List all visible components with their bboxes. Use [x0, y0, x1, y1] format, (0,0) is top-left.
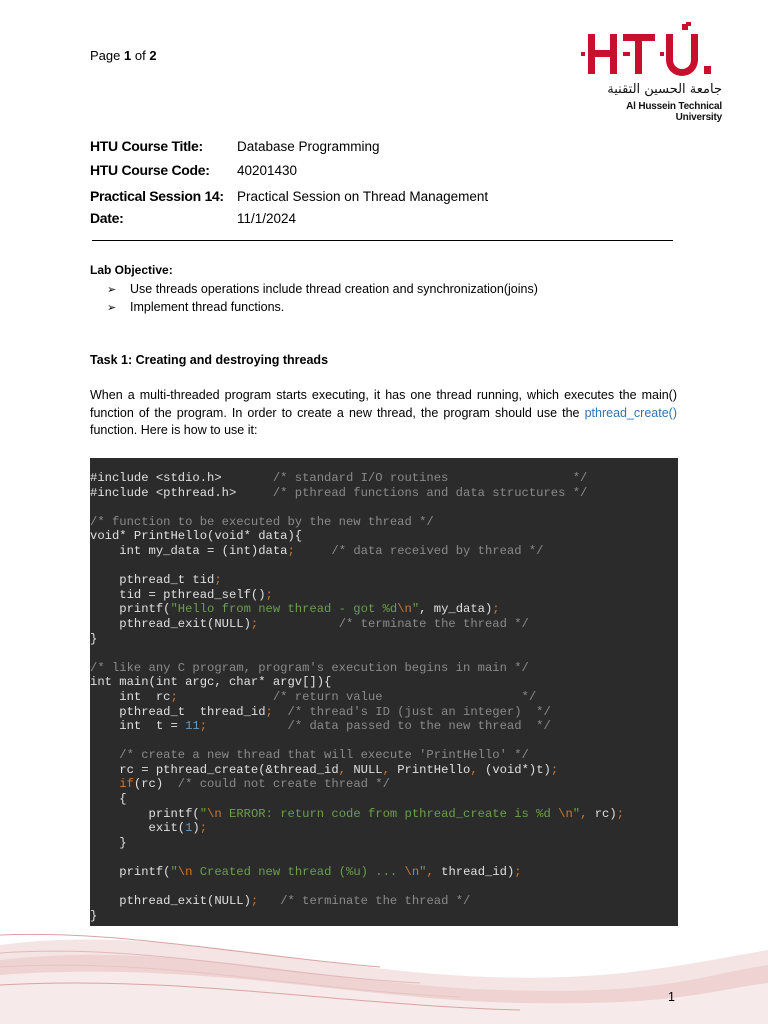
code-token: /* create a new thread that will execute 'PrintHello' */: [90, 748, 529, 763]
code-line: [90, 661, 624, 676]
code-token: }: [90, 835, 127, 850]
code-token: ,: [382, 762, 390, 777]
code-token: /* terminate the thread */: [338, 616, 529, 631]
code-token: int my_data = (int)data: [90, 543, 288, 558]
code-token: ;: [550, 762, 559, 777]
code-token: int main(int argc, char* argv[]){: [90, 675, 332, 690]
footer-page-number: 1: [668, 990, 675, 1004]
code-token: ;: [492, 602, 500, 617]
code-token: (void*)t): [477, 762, 551, 777]
session-value: Practical Session on Thread Management: [237, 189, 489, 204]
logo-arabic-name: جامعة الحسين التقنية: [607, 82, 722, 97]
code-line: [90, 836, 624, 851]
code-line: [90, 821, 624, 836]
code-token: /* standard I/O routines */: [272, 471, 588, 485]
date-label: Date:: [90, 210, 124, 226]
code-listing: [90, 471, 624, 923]
code-line: [90, 690, 624, 705]
code-token: #include <stdio.h>: [90, 471, 273, 485]
code-token: \n: [558, 806, 573, 821]
code-token: ): [192, 821, 200, 836]
code-token: ERROR: return code from pthread_create is %d: [221, 806, 559, 821]
code-token: /* could not create thread */: [177, 777, 390, 792]
code-token: "Hello from new thread - got %d: [170, 602, 398, 617]
code-token: int t =: [90, 719, 186, 734]
code-token: printf(: [90, 806, 200, 821]
logo-english-name: Al Hussein Technical University: [626, 101, 722, 123]
code-token: if: [119, 777, 134, 792]
lab-objective-list: [107, 280, 538, 316]
task-1-paragraph: When a multi-threaded program starts executing, it has one thread running, which executes the main() function of the program. In order to create a new thread, the program should use the pthread_create() function. Here is how to use it:: [90, 388, 677, 437]
course-title-value: Database Programming: [237, 139, 380, 154]
code-token: pthread_exit(NULL): [90, 616, 251, 631]
code-token: /* data received by thread */: [331, 543, 544, 558]
code-line: [90, 865, 624, 880]
code-line: [90, 486, 624, 501]
code-line: [90, 705, 624, 720]
code-token: /* pthread functions and data structures */: [272, 485, 588, 500]
code-token: ;: [287, 543, 295, 558]
code-token: tid = pthread_self(): [90, 587, 266, 602]
code-line: [90, 763, 624, 778]
code-token: [258, 617, 338, 631]
page-indicator: Page 1 of 2: [90, 48, 157, 63]
course-code-label: HTU Course Code:: [90, 162, 210, 178]
code-token: 1: [185, 821, 193, 836]
code-token: #include <pthread.h>: [90, 485, 273, 500]
code-token: \n: [177, 865, 193, 880]
code-token: \n: [207, 806, 222, 821]
code-line: [90, 471, 624, 486]
code-token: ;: [616, 806, 625, 821]
arrow-bullet-icon: ➢: [107, 284, 117, 296]
header-divider: [92, 240, 673, 241]
code-token: PrintHello: [389, 762, 471, 777]
arrow-bullet-icon: ➢: [107, 302, 117, 314]
code-token: /* like any C program, program's execution begins in main */: [90, 660, 529, 675]
code-line: [90, 617, 624, 632]
code-token: NULL: [346, 762, 383, 777]
code-line: [90, 588, 624, 603]
code-token: thread_id): [433, 865, 515, 880]
code-token: [90, 777, 119, 791]
code-token: int rc: [90, 689, 171, 704]
code-token: /* terminate the thread */: [280, 894, 471, 909]
code-token: ;: [250, 894, 259, 909]
code-token: ": [199, 806, 208, 821]
code-token: ": [572, 806, 581, 821]
code-token: /* data passed to the new thread */: [287, 719, 551, 734]
code-token: \n: [397, 602, 412, 617]
code-line: [90, 515, 624, 530]
code-token: printf(: [90, 865, 171, 880]
code-token: void* PrintHello(void* data){: [90, 529, 303, 544]
list-item: ➢ Implement thread functions.: [107, 298, 538, 316]
code-token: ;: [514, 865, 522, 880]
code-token: }: [90, 631, 98, 646]
code-token: [295, 544, 332, 558]
code-token: /* return value */: [272, 689, 537, 704]
code-token: /* function to be executed by the new thread */: [90, 514, 434, 529]
code-line: [90, 850, 624, 865]
code-line: [90, 880, 624, 895]
code-line: [90, 559, 624, 574]
code-token: ,: [426, 865, 434, 880]
date-value: 11/1/2024: [237, 211, 297, 226]
code-line: [90, 734, 624, 749]
code-token: pthread_exit(NULL): [90, 894, 251, 909]
code-token: ;: [199, 719, 208, 734]
code-token: ;: [214, 573, 222, 588]
code-token: rc = pthread_create(&thread_id: [90, 762, 339, 777]
code-token: (rc): [133, 777, 178, 792]
code-token: rc): [587, 806, 617, 821]
code-token: [273, 705, 288, 719]
code-line: [90, 646, 624, 661]
course-code-value: 40201430: [237, 163, 298, 178]
code-line: [90, 675, 624, 690]
code-token: exit(: [90, 821, 186, 836]
code-line: [90, 602, 624, 617]
code-token: ;: [250, 616, 259, 631]
course-title-label: HTU Course Title:: [90, 138, 203, 154]
code-token: [178, 690, 273, 704]
code-line: [90, 777, 624, 792]
code-token: ,: [470, 762, 478, 777]
code-token: pthread_t thread_id: [90, 704, 266, 719]
code-token: ": [419, 865, 427, 880]
code-token: ": [170, 865, 178, 880]
footer-wave-decoration: [0, 905, 768, 1024]
pthread-create-link[interactable]: pthread_create(): [584, 405, 677, 420]
code-token: ;: [265, 587, 273, 602]
task-1-title: Task 1: Creating and destroying threads: [90, 353, 329, 367]
code-line: [90, 807, 624, 822]
code-token: ;: [199, 821, 208, 836]
code-line: [90, 719, 624, 734]
code-token: }: [90, 908, 98, 923]
code-line: [90, 748, 624, 763]
list-item: ➢ Use threads operations include thread creation and synchronization(joins): [107, 280, 538, 298]
code-token: ,: [580, 806, 588, 821]
code-token: ": [411, 602, 420, 617]
code-token: Created new thread (%u) ...: [192, 865, 405, 880]
code-line: [90, 529, 624, 544]
code-token: pthread_t tid: [90, 573, 215, 588]
code-token: ;: [170, 689, 178, 704]
code-line: [90, 632, 624, 647]
code-token: printf(: [90, 602, 171, 617]
code-token: , my_data): [419, 602, 493, 617]
code-line: [90, 544, 624, 559]
code-line: [90, 500, 624, 515]
code-token: ,: [338, 762, 346, 777]
code-line: [90, 573, 624, 588]
session-label: Practical Session 14:: [90, 188, 224, 204]
code-token: [207, 719, 287, 733]
lab-objective-title: Lab Objective:: [90, 263, 173, 277]
code-token: /* thread's ID (just an integer) */: [287, 704, 551, 719]
code-token: ;: [265, 704, 273, 719]
code-line: [90, 792, 624, 807]
code-block: [90, 458, 678, 926]
code-token: {: [90, 792, 127, 807]
code-token: \n: [404, 865, 420, 880]
code-token: 11: [185, 719, 200, 734]
